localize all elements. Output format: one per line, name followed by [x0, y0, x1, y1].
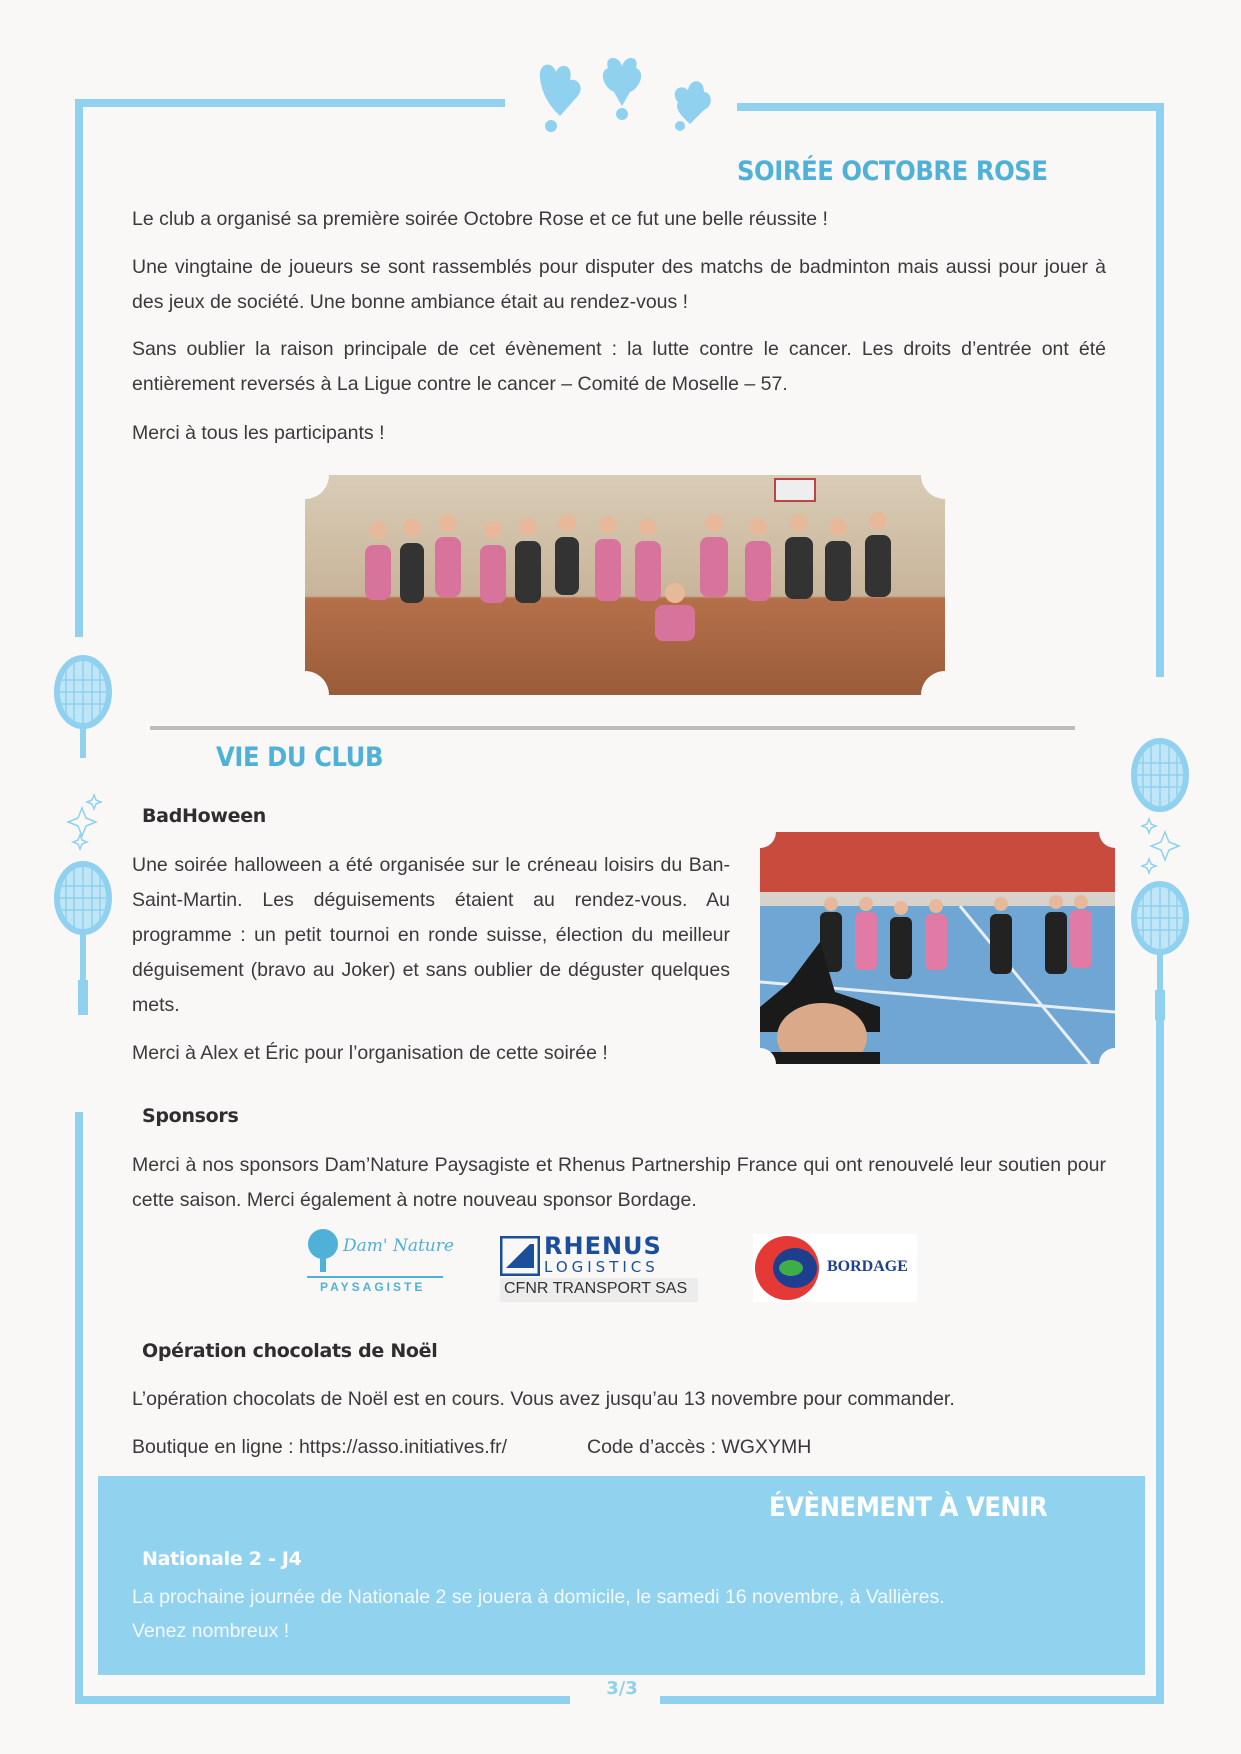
section-divider	[150, 726, 1075, 730]
sponsors-paragraph: Merci à nos sponsors Dam’Nature Paysagiste et Rhenus Partnership France qui ont renouvelé leur soutien pour cette saison. Merci également à notre nouveau sponsor Bordage.	[132, 1154, 1106, 1211]
october-rose-title: SOIRÉE OCTOBRE ROSE	[737, 156, 1048, 187]
frame-left-upper	[75, 99, 83, 637]
frame-bottom-right	[660, 1696, 1164, 1704]
club-life-title: VIE DU CLUB	[216, 742, 384, 773]
frame-top-right	[737, 103, 1164, 111]
upcoming-event-paragraph-2: Venez nombreux !	[132, 1620, 290, 1642]
badhoween-paragraph-2: Merci à Alex et Éric pour l’organisation de cette soirée !	[132, 1042, 608, 1064]
damnature-underline	[307, 1276, 443, 1278]
rhenus-logo	[500, 1232, 698, 1300]
shuttlecock-icon	[530, 58, 720, 138]
chocolates-heading: Opération chocolats de Noël	[142, 1340, 438, 1362]
rhenus-name: RHENUS	[544, 1232, 662, 1260]
october-rose-paragraph-1: Le club a organisé sa première soirée Octobre Rose et ce fut une belle réussite !	[132, 208, 828, 230]
frame-right-lower	[1156, 1020, 1164, 1704]
chocolates-shop-link[interactable]: Boutique en ligne : https://asso.initiatives.fr/	[132, 1436, 508, 1458]
bordage-name: BORDAGE	[827, 1258, 908, 1275]
october-rose-group-photo	[305, 475, 945, 695]
rhenus-subtitle: LOGISTICS	[544, 1258, 659, 1276]
bordage-logo	[753, 1234, 917, 1302]
frame-left-lower	[75, 1112, 83, 1704]
rhenus-emblem-icon	[500, 1236, 540, 1276]
racket-decoration-right-icon	[1129, 640, 1191, 1040]
upcoming-event-paragraph-1: La prochaine journée de Nationale 2 se jouera à domicile, le samedi 16 novembre, à Vallières.	[132, 1586, 945, 1608]
sponsors-heading: Sponsors	[142, 1105, 239, 1127]
badhoween-paragraph-1: Une soirée halloween a été organisée sur le créneau loisirs du Ban-Saint-Martin. Les déguisements étaient au rendez-vous. Au programme : un petit tournoi en ronde suisse, élection du meilleur déguisement (bravo au Joker) et sans oublier de déguster quelques mets.	[132, 854, 730, 1016]
frame-right-upper	[1156, 103, 1164, 677]
upcoming-event-heading: Nationale 2 - J4	[142, 1548, 302, 1570]
rhenus-caption: CFNR TRANSPORT SAS	[504, 1280, 688, 1297]
chocolates-access-code: Code d’accès : WGXYMH	[587, 1436, 812, 1458]
upcoming-event-title: ÉVÈNEMENT À VENIR	[769, 1492, 1048, 1523]
frame-bottom-left	[75, 1696, 570, 1704]
october-rose-paragraph-2: Une vingtaine de joueurs se sont rassemblés pour disputer des matchs de badminton mais aussi pour jouer à des jeux de société. Une bonne ambiance était au rendez-vous !	[132, 256, 1106, 313]
page-number: 3/3	[606, 1678, 638, 1699]
badhoween-heading: BadHoween	[142, 805, 267, 827]
damnature-name: Dam' Nature	[343, 1236, 454, 1256]
damnature-subtitle: PAYSAGISTE	[320, 1280, 426, 1294]
racket-decoration-left-icon	[52, 640, 114, 1040]
bordage-emblem-icon	[753, 1234, 823, 1302]
tree-icon	[305, 1228, 341, 1274]
october-rose-paragraph-4: Merci à tous les participants !	[132, 422, 385, 444]
chocolates-paragraph: L’opération chocolats de Noël est en cours. Vous avez jusqu’au 13 novembre pour commander.	[132, 1388, 955, 1410]
badhoween-photo	[760, 832, 1115, 1064]
frame-top-left	[75, 99, 505, 107]
october-rose-paragraph-3: Sans oublier la raison principale de cet évènement : la lutte contre le cancer. Les droits d’entrée ont été entièrement reversés à La Ligue contre le cancer – Comité de Moselle – 57.	[132, 338, 1106, 395]
damnature-logo	[305, 1228, 454, 1296]
